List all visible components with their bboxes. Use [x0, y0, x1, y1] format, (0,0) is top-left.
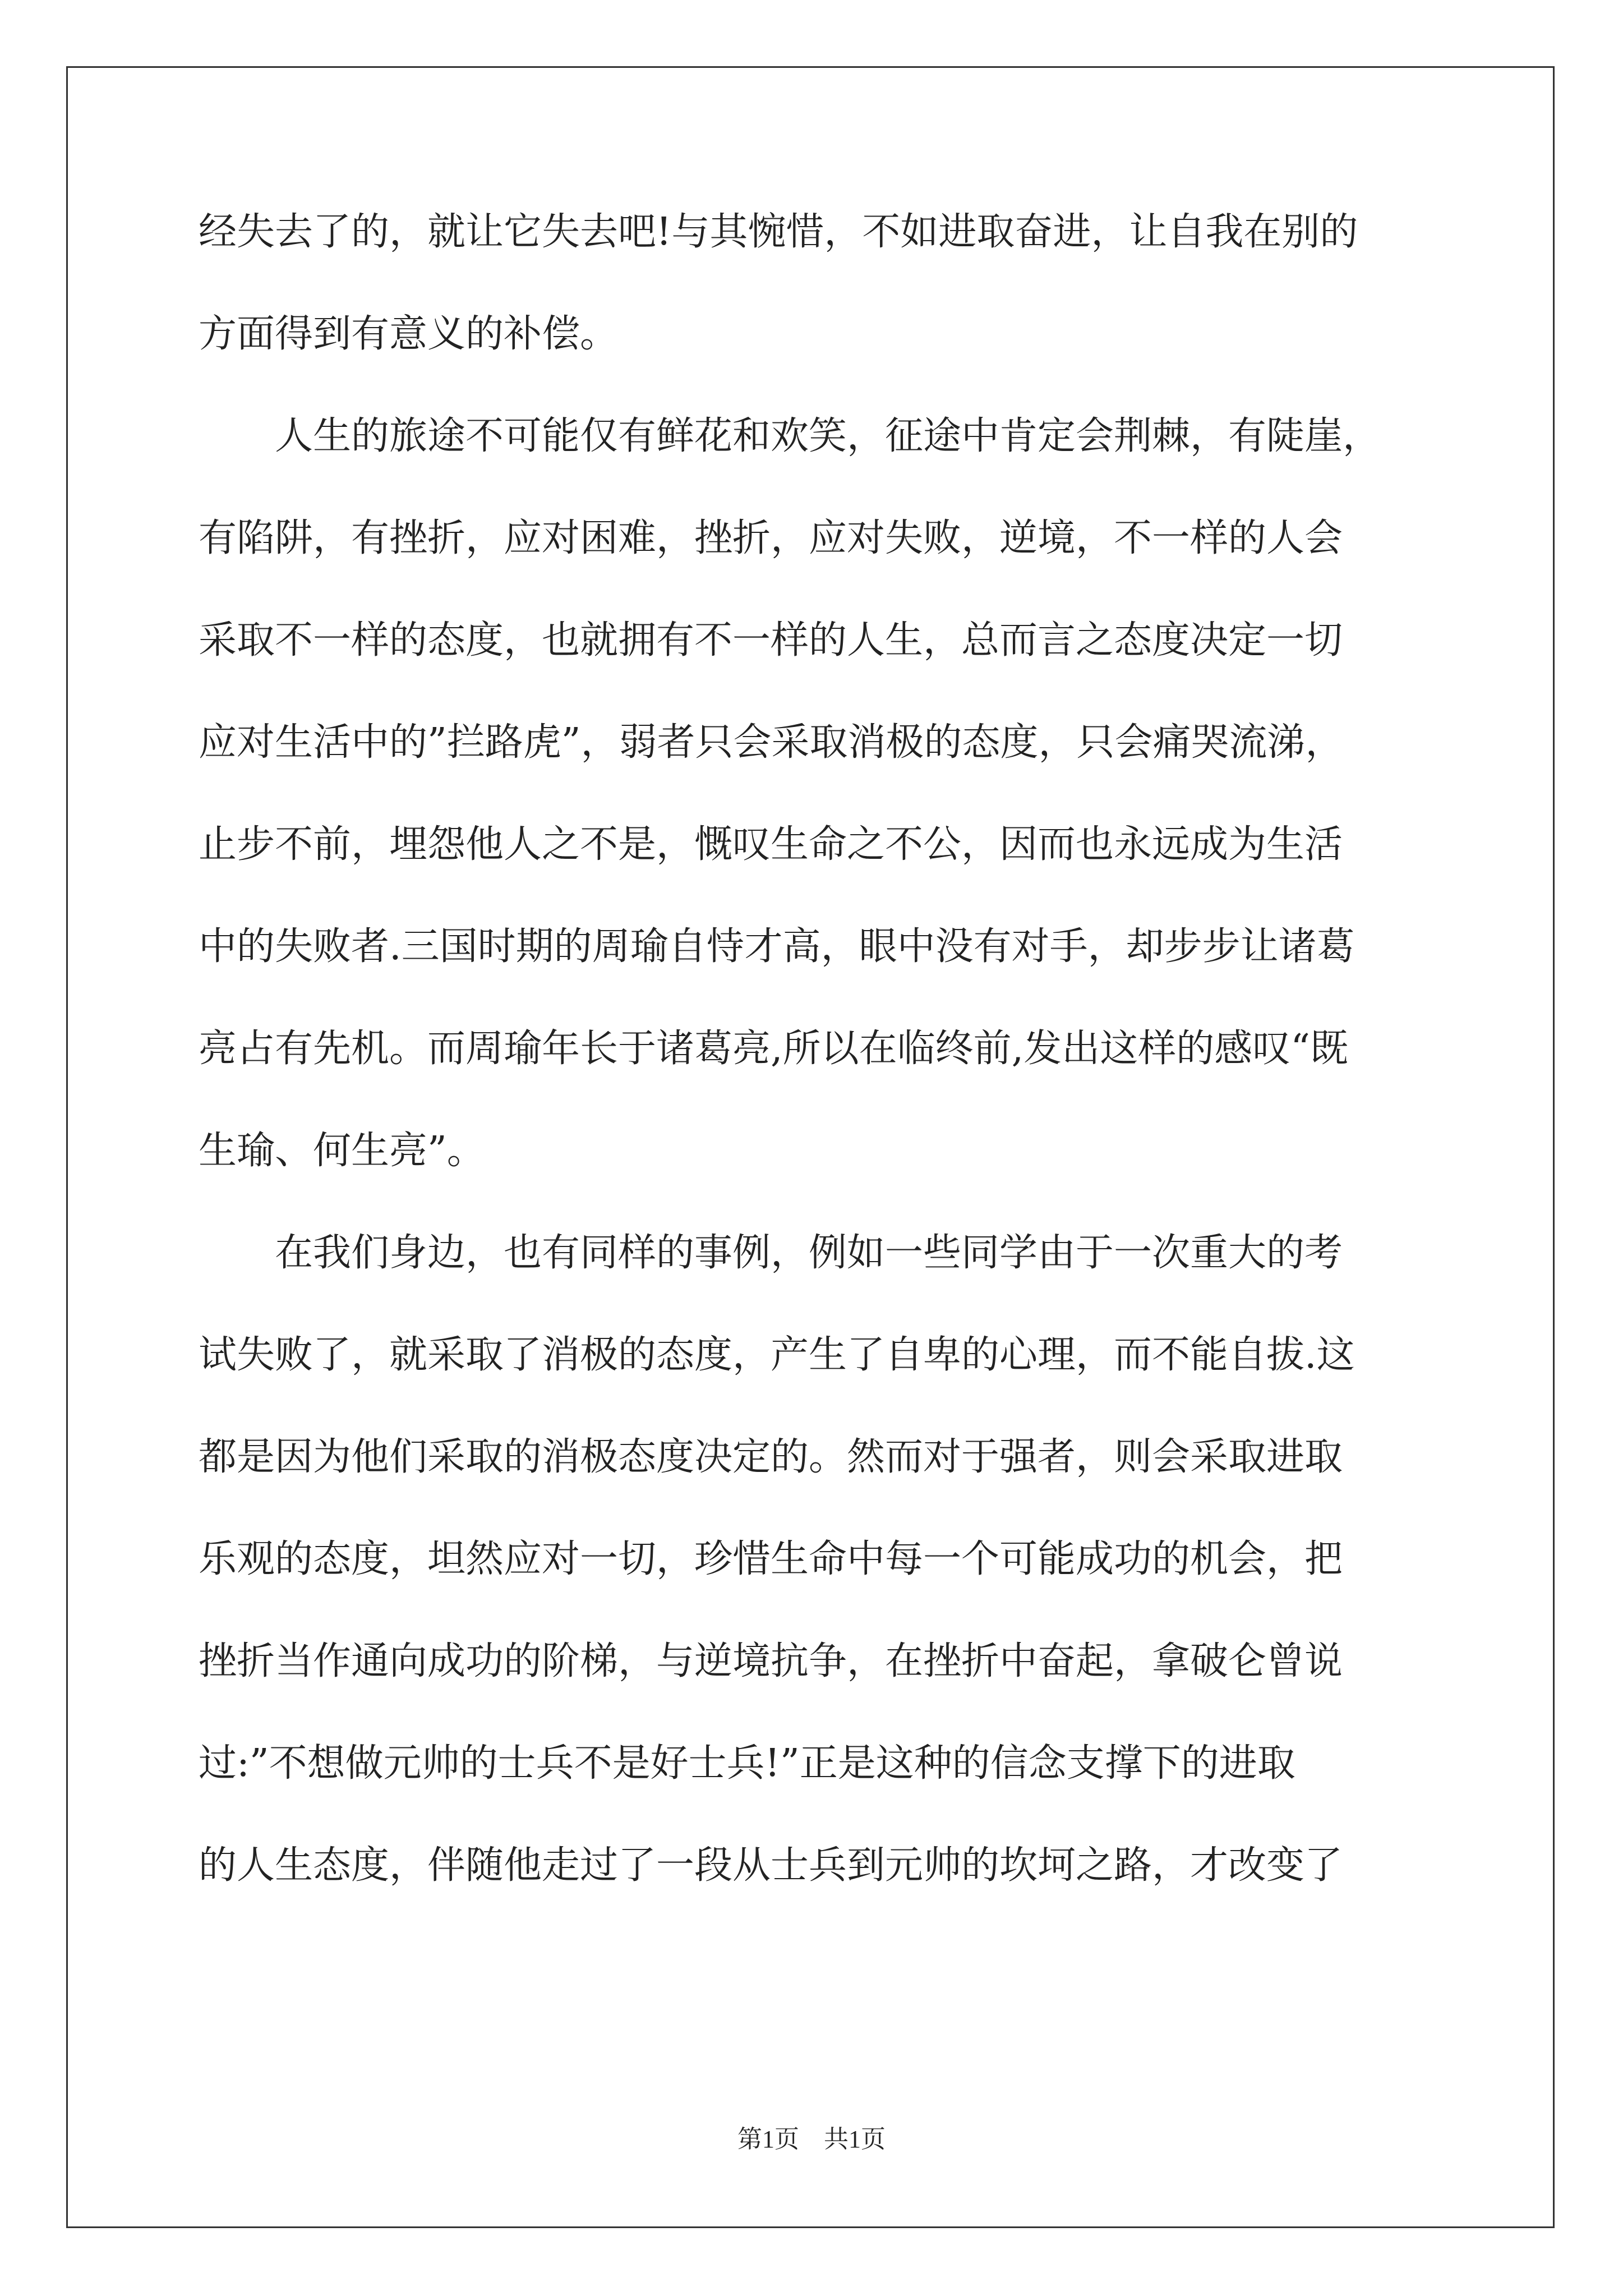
text-line-4: 有陷阱，有挫折，应对困难，挫折，应对失败，逆境，不一样的人会	[199, 516, 1343, 560]
text-line-6: 应对生活中的”拦路虎”，弱者只会采取消极的态度，只会痛哭流涕，	[199, 720, 1344, 765]
text-line-17: 的人生态度，伴随他走过了一段从士兵到元帅的坎坷之路，才改变了	[199, 1843, 1343, 1888]
text-line-15: 挫折当作通向成功的阶梯，与逆境抗争，在挫折中奋起，拿破仑曾说	[199, 1639, 1343, 1683]
text-line-9: 亮占有先机。而周瑜年长于诸葛亮,所以在临终前,发出这样的感叹“既	[199, 1027, 1348, 1071]
text-line-1: 经失去了的，就让它失去吧!与其惋惜，不如进取奋进，让自我在别的	[199, 210, 1358, 254]
text-line-10: 生瑜、何生亮”。	[199, 1129, 485, 1173]
page-number-footer: 第1页 共1页	[737, 2125, 886, 2153]
text-line-13: 都是因为他们采取的消极态度决定的。然而对于强者，则会采取进取	[199, 1435, 1343, 1479]
text-line-11: 在我们身边，也有同样的事例，例如一些同学由于一次重大的考	[199, 1231, 1343, 1275]
text-line-14: 乐观的态度，坦然应对一切，珍惜生命中每一个可能成功的机会，把	[199, 1537, 1343, 1581]
text-line-16: 过:”不想做元帅的士兵不是好士兵!”正是这种的信念支撑下的进取	[199, 1741, 1295, 1786]
text-line-2: 方面得到有意义的补偿。	[199, 312, 619, 356]
text-line-5: 采取不一样的态度，也就拥有不一样的人生，总而言之态度决定一切	[199, 618, 1343, 662]
text-line-8: 中的失败者.三国时期的周瑜自恃才高，眼中没有对手，却步步让诸葛	[199, 924, 1355, 969]
text-line-12: 试失败了，就采取了消极的态度，产生了自卑的心理，而不能自拔.这	[199, 1333, 1355, 1377]
text-line-3: 人生的旅途不可能仅有鲜花和欢笑，征途中肯定会荆棘，有陡崖，	[199, 414, 1381, 458]
text-line-7: 止步不前，埋怨他人之不是，慨叹生命之不公，因而也永远成为生活	[199, 822, 1343, 867]
